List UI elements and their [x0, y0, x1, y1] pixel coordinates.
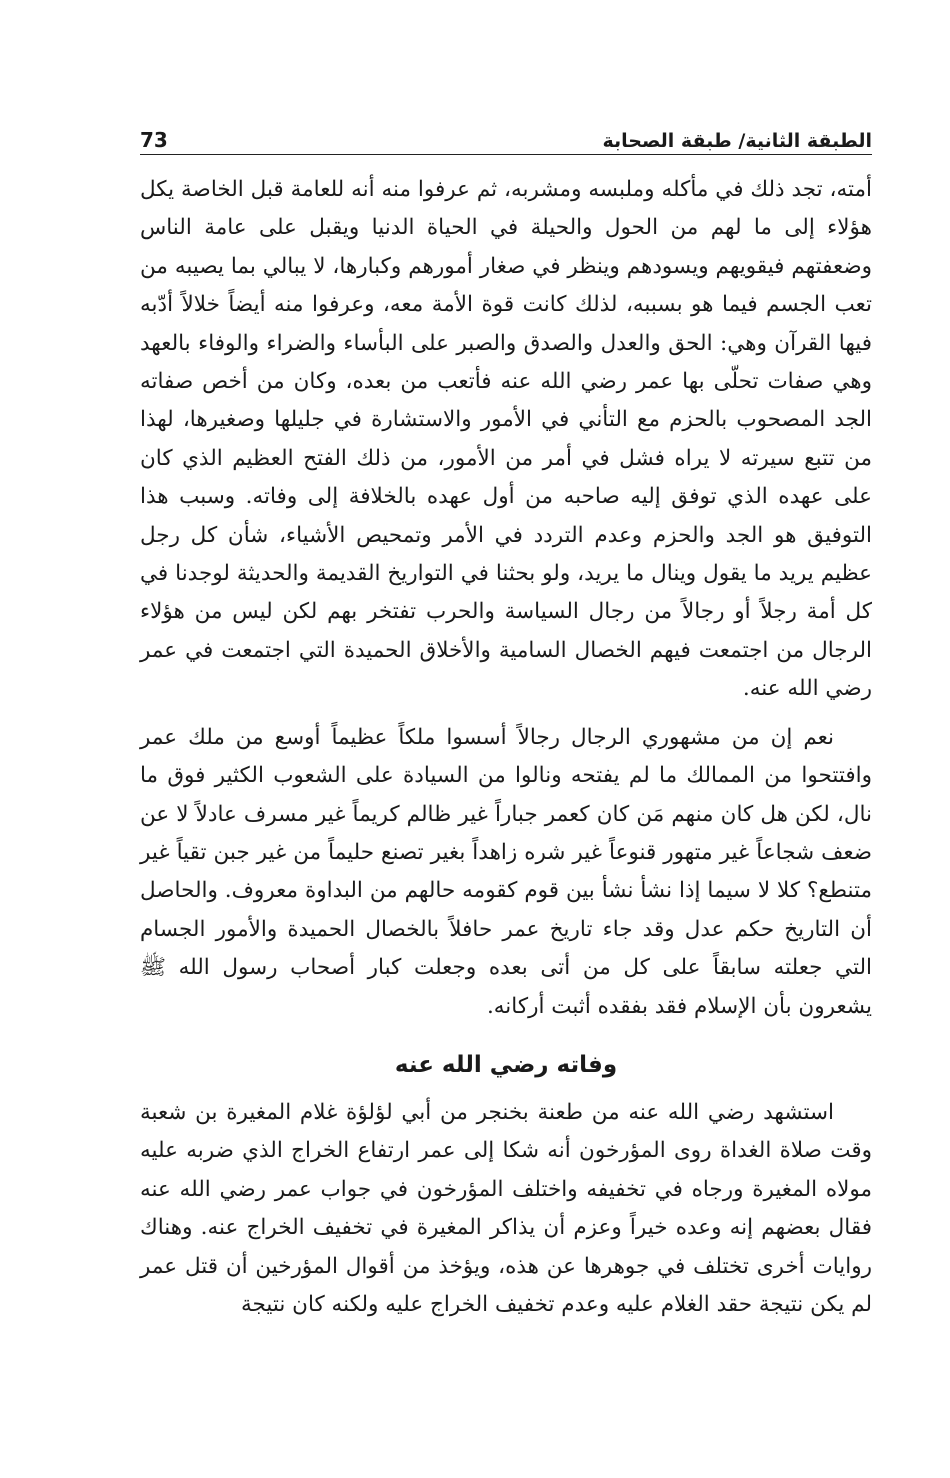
page-number: 73 [140, 128, 168, 152]
running-title: الطبقة الثانية/ طبقة الصحابة [602, 130, 872, 152]
body-paragraph-1: أمته، تجد ذلك في مأكله وملبسه ومشربه، ثم عرفوا منه أنه للعامة قبل الخاصة يكل هؤلاء إلى ما لهم من الحول والحيلة في الحياة الدنيا ويقبل على عامة الناس وضعفتهم فيقويهم ويسودهم وينظر في صغار أمورهم وكبارها، لا يبالي بما يصيبه من تعب الجسم فيما هو بسببه، لذلك كانت قوة الأمة معه، وعرفوا منه أيضاً خلالاً أدّبه فيها القرآن وهي: الحق والعدل والصدق والصبر على البأساء والضراء والوفاء بالعهد وهي صفات تحلّى بها عمر رضي الله عنه فأتعب من بعده، وكان من أخص صفاته الجد المصحوب بالحزم مع التأني في الأمور والاستشارة في جليلها وصغيرها، لهذا من تتبع سيرته لا يراه فشل في أمر من الأمور، من ذلك الفتح العظيم الذي كان على عهده الذي توفق إليه صاحبه من أول عهده بالخلافة إلى وفاته. وسبب هذا التوفيق هو الجد والحزم وعدم التردد في الأمر وتمحيص الأشياء، شأن كل رجل عظيم يريد ما يقول وينال ما يريد، ولو بحثنا في التواريخ القديمة والحديثة لوجدنا في كل أمة رجلاً أو رجالاً من رجال السياسة والحرب تفتخر بهم لكن ليس من هؤلاء الرجال من اجتمعت فيهم الخصال السامية والأخلاق الحميدة التي اجتمعت في عمر رضي الله عنه. [140, 177, 872, 702]
body-paragraph-3: استشهد رضي الله عنه من طعنة بخنجر من أبي لؤلؤة غلام المغيرة بن شعبة وقت صلاة الغداة روى المؤرخون أنه شكا إلى عمر ارتفاع الخراج الذي ضربه عليه مولاه المغيرة ورجاه في تخفيفه واختلف المؤرخون في جواب عمر رضي الله عنه فقال بعضهم إنه وعده خيراً وعزم أن يذاكر المغيرة في تخفيف الخراج عنه. وهناك روايات أخرى تختلف في جوهرها عن هذه، ويؤخذ من أقوال المؤرخين أن قتل عمر لم يكن نتيجة حقد الغلام عليه وعدم تخفيف الخراج عليه ولكنه كان نتيجة [140, 1099, 872, 1317]
book-page [140, 112, 872, 1442]
header-rule [140, 154, 872, 155]
body-paragraph-2: نعم إن من مشهوري الرجال رجالاً أسسوا ملكاً عظيماً أوسع من ملك عمر وافتتحوا من الممالك ما لم يفتحه ونالوا من السيادة على الشعوب الكثير فوق ما نال، لكن هل كان منهم مَن كان كعمر جباراً غير ظالم كريماً غير مسرف عادلاً لا عن ضعف شجاعاً غير متهور قنوعاً غير شره زاهداً بغير تصنع حليماً من غير جبن تقياً غير متنطع؟ كلا لا سيما إذا نشأ نشأ بين قوم كقومه حالهم من البداوة معروف. والحاصل أن التاريخ حكم عدل وقد جاء تاريخ عمر حافلاً بالخصال الحميدة والأمور الجسام التي جعلته سابقاً على كل من أتى بعده وجعلت كبار أصحاب رسول الله ﷺ يشعرون بأن الإسلام فقد بفقده أثبت أركانه. [140, 724, 872, 1019]
section-heading: وفاته رضي الله عنه [394, 1051, 618, 1078]
running-header [140, 112, 872, 152]
